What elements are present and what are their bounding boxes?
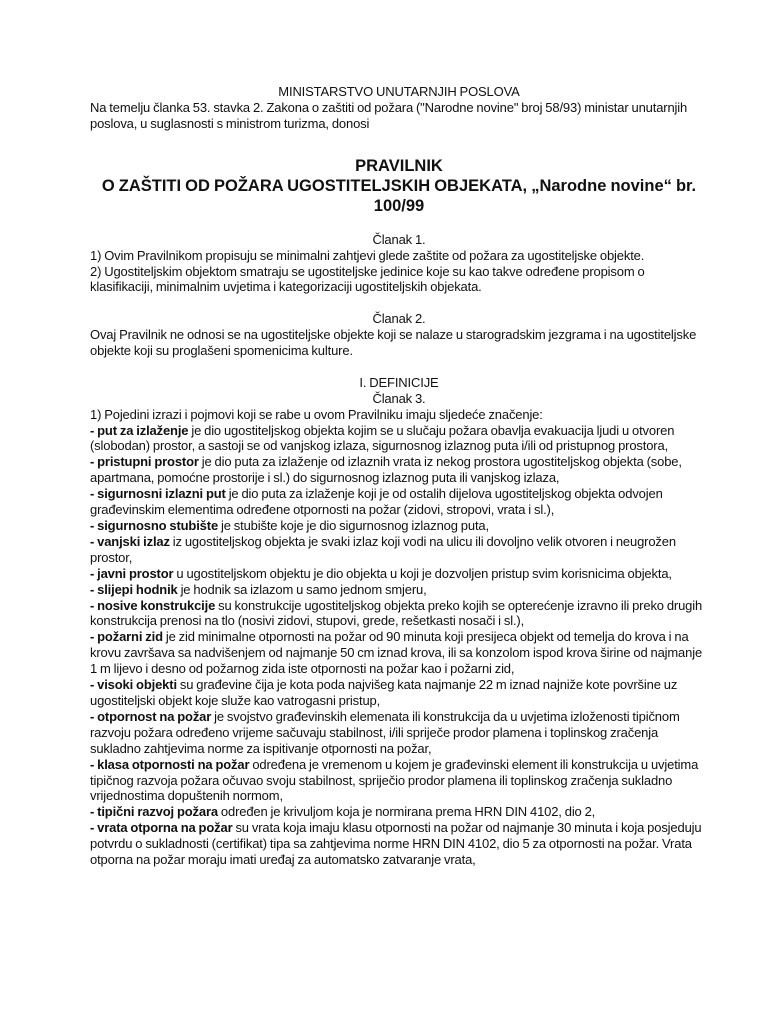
section-1-heading: I. DEFINICIJE: [359, 374, 439, 390]
definition-term: - klasa otpornosti na požar: [90, 756, 250, 772]
definition-text: su građevine čija je kota poda najvišeg kata najmanje 22 m iznad najniže kote površine uz ugostiteljski objekt koje služe kao vatrogasni pristup,: [90, 677, 678, 708]
definition-term: - vrata otporna na požar: [90, 820, 233, 836]
ministry-heading: MINISTARSTVO UNUTARNJIH POSLOVA: [278, 84, 520, 99]
definition-term: - otpornost na požar: [90, 708, 212, 724]
definition-term: - sigurnosno stubište: [90, 518, 219, 533]
definition-text: je dio ugostiteljskog objekta kojim se u slučaju požara obavlja evakuacija ljudi u otvoren (slobodan) prostor, a sastoji se od vanjskog izlaza, sigurnosnog izlaznog puta i/ili od pristupnog prostora,: [90, 422, 675, 454]
definition-text: je stubište koje je dio sigurnosnog izlaznog puta,: [218, 518, 489, 533]
definition-term: - javni prostor: [90, 565, 174, 581]
definition-item: [90, 454, 708, 486]
definition-item: [90, 598, 708, 630]
definition-term: - požarni zid: [90, 629, 163, 645]
definition-term: - tipični razvoj požara: [90, 804, 218, 820]
definition-item: [90, 486, 708, 518]
definition-text: su konstrukcije ugostiteljskog objekta preko kojih se opterećenje izravno ili preko drugih konstrukcija prenosi na tlo (nosivi zidovi, stupovi, grede, rešetkasti nosači i sl.),: [90, 597, 703, 629]
definition-item: [90, 677, 708, 709]
definition-text: određena je vremenom u kojem je građevinski element ili konstrukcija u uvjetima tipičnog razvoja požara očuvao svoju stabilnost, spriječio prodor plamena ili toplinskog zračenja sukladno vrijednostima dopuštenih normom,: [90, 756, 699, 804]
article-1-paragraph-2: 2) Ugostiteljskim objektom smatraju se ugostiteljske jedinice koje su kao takve određene propisom o klasifikaciji, minimalnim uvjetima i kategorizaciji ugostiteljskih objekata.: [90, 263, 645, 295]
definition-item: [90, 804, 708, 820]
title-line-1: PRAVILNIK: [355, 156, 443, 175]
definition-term: - nosive konstrukcije: [90, 597, 216, 613]
article-3-heading: Članak 3.: [372, 390, 426, 406]
definition-text: su vrata koja imaju klasu otpornosti na požar od najmanje 30 minuta i koja posjeduju potvrdu o sukladnosti (certifikat) tipa sa zahtjevima norme HRN DIN 4102, dio 5 za otpornosti na požar. Vrata otporna na požar moraju imati uređaj za automatsko zatvaranje vrata,: [90, 820, 702, 868]
definition-text: je dio puta za izlaženje koji je od ostalih dijelova ugostiteljskog objekta odvojen građevinskim elementima određene otpornosti na požar (zidovi, stropovi, vrata i sl.),: [90, 486, 663, 518]
definition-item: [90, 709, 708, 757]
definition-item: [90, 820, 708, 868]
definition-item: [90, 582, 708, 598]
definition-text: je svojstvo građevinskih elemenata ili konstrukcija da u uvjetima izloženosti tipičnom razvoju požara određeno vrijeme sačuvaju stabilnost, i/ili spriječe prodor plamena i toplinskog zračenja sukladno zahtjevima norme za ispitivanje otpornosti na požar,: [90, 708, 680, 756]
article-3-intro: 1) Pojedini izrazi i pojmovi koji se rabe u ovom Pravilniku imaju sljedeće značenje:: [90, 406, 543, 422]
article-2-paragraph-1: Ovaj Pravilnik ne odnosi se na ugostiteljske objekte koji se nalaze u starogradskim jezgrama i na ugostiteljske objekte koji su proglašeni spomenicima kulture.: [90, 327, 697, 359]
definition-text: je zid minimalne otpornosti na požar od 90 minuta koji presijeca objekt od temelja do krova i na krovu završava sa nadvišenjem od najmanje 50 cm iznad krova, ili sa konzolom ispod krova širine od najmanje 1 m lijevo i desno od požarnog zida iste otpornosti na požar kao i požarni zid,: [90, 629, 703, 677]
document-title: [90, 156, 708, 216]
definition-term: - pristupni prostor: [90, 454, 199, 470]
definition-term: - slijepi hodnik: [90, 581, 178, 597]
definition-text: je dio puta za izlaženje od izlaznih vrata iz nekog prostora ugostiteljskog objekta (sobe, apartmana, pomoćne prostorije i sl.) do sigurnosnog izlaznog puta ili vanjskog izlaza,: [90, 454, 682, 486]
definition-text: određen je krivuljom koja je normirana prema HRN DIN 4102, dio 2,: [217, 804, 596, 820]
definition-term: - sigurnosni izlazni put: [90, 486, 226, 502]
title-line-2: O ZAŠTITI OD POŽARA UGOSTITELJSKIH OBJEKATA, „Narodne novine“ br.: [101, 176, 697, 195]
definition-item: [90, 629, 708, 677]
definition-term: - put za izlaženje: [90, 422, 189, 438]
definition-item: [90, 534, 708, 566]
definition-item: [90, 566, 708, 582]
definition-item: [90, 423, 708, 455]
definition-item: [90, 757, 708, 805]
article-2-heading: Članak 2.: [372, 311, 426, 327]
definition-term: - vanjski izlaz: [90, 533, 170, 549]
definitions-list: [90, 423, 708, 868]
intro-paragraph: Na temelju članka 53. stavka 2. Zakona o zaštiti od požara ("Narodne novine" broj 58/93) ministar unutarnjih poslova, u suglasnosti s ministrom turizma, donosi: [90, 99, 688, 131]
definition-term: - visoki objekti: [90, 677, 177, 693]
definition-item: [90, 518, 708, 534]
title-line-3: 100/99: [373, 196, 425, 215]
article-1-paragraph-1: 1) Ovim Pravilnikom propisuju se minimalni zahtjevi glede zaštite od požara za ugostiteljske objekte.: [90, 247, 645, 263]
definition-text: je hodnik sa izlazom u samo jednom smjeru,: [177, 581, 427, 597]
article-1-heading: Članak 1.: [372, 231, 426, 247]
definition-text: u ugostiteljskom objektu je dio objekta u koji je dozvoljen pristup svim korisnicima objekta,: [173, 565, 672, 581]
definition-text: iz ugostiteljskog objekta je svaki izlaz koji vodi na ulicu ili dovoljno velik otvoren i neugrožen prostor,: [90, 533, 676, 565]
